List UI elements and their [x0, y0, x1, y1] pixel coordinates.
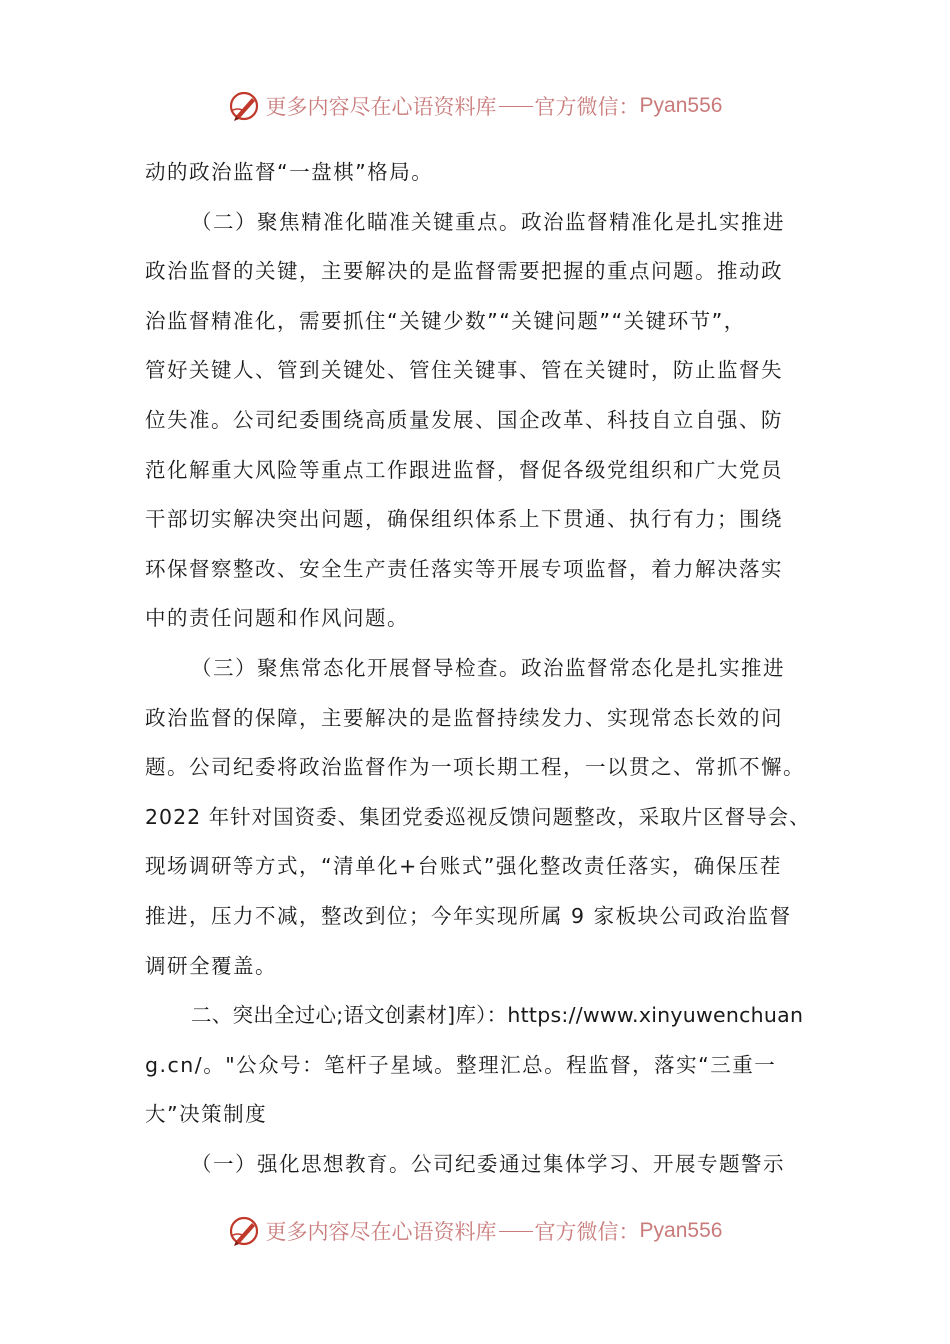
text-line: 环保督察整改、安全生产责任落实等开展专项监督，着力解决落实	[145, 556, 783, 581]
header-watermark-banner	[0, 86, 950, 126]
text-line: 题。公司纪委将政治监督作为一项长期工程，一以贯之、常抓不懈。	[145, 755, 805, 780]
text-line: （三）聚焦常态化开展督导检查。政治监督常态化是扎实推进	[191, 655, 785, 680]
text-line: （二）聚焦精准化瞄准关键重点。政治监督精准化是扎实推进	[191, 209, 785, 234]
pen-logo-icon	[228, 89, 262, 123]
text-line: 现场调研等方式，“清单化+台账式”强化整改责任落实，确保压茬	[145, 854, 782, 879]
banner-dash-divider	[499, 106, 533, 107]
text-line: 推进，压力不减，整改到位；今年实现所属 9 家板块公司政治监督	[145, 903, 792, 928]
pen-logo-icon	[228, 1214, 262, 1248]
text-line: 治监督精准化，需要抓住“关键少数”“关键问题”“关键环节”，	[145, 308, 746, 333]
banner-brand-text: 更多内容尽在心语资料库	[265, 1220, 497, 1244]
footer-watermark-banner	[0, 1211, 950, 1251]
text-line: 二、突出全过心;语文创素材]库）：https://www.xinyuwenchuan	[191, 1003, 804, 1028]
text-line: 位失准。公司纪委围绕高质量发展、国企改革、科技自立自强、防	[145, 407, 783, 432]
text-line: 大”决策制度	[145, 1102, 268, 1127]
text-line: （一）强化思想教育。公司纪委通过集体学习、开展专题警示	[191, 1151, 785, 1176]
text-line: 动的政治监督“一盘棋”格局。	[145, 160, 434, 184]
text-line: 政治监督的保障，主要解决的是监督持续发力、实现常态长效的问	[145, 705, 783, 730]
text-line: 范化解重大风险等重点工作跟进监督，督促各级党组织和广大党员	[145, 457, 783, 482]
text-line: 干部切实解决突出问题，确保组织体系上下贯通、执行有力；围绕	[145, 507, 783, 532]
banner-wechat-id: Pyan556	[639, 94, 723, 117]
banner-wechat-id: Pyan556	[639, 1219, 723, 1242]
text-line: 中的责任问题和作风问题。	[145, 606, 409, 631]
document-body	[145, 148, 810, 1189]
text-line: 调研全覆盖。	[145, 953, 277, 978]
banner-wechat-label: 官方微信：	[534, 95, 640, 119]
banner-brand-text: 更多内容尽在心语资料库	[265, 95, 497, 119]
text-line: g.cn/。"公众号：笔杆子星域。整理汇总。程监督，落实“三重一	[145, 1052, 777, 1077]
banner-dash-divider	[499, 1231, 533, 1232]
text-line: 2022 年针对国资委、集团党委巡视反馈问题整改，采取片区督导会、	[145, 804, 811, 829]
text-line: 管好关键人、管到关键处、管住关键事、管在关键时，防止监督失	[145, 358, 783, 383]
text-line: 政治监督的关键，主要解决的是监督需要把握的重点问题。推动政	[145, 259, 783, 284]
banner-wechat-label: 官方微信：	[534, 1220, 640, 1244]
